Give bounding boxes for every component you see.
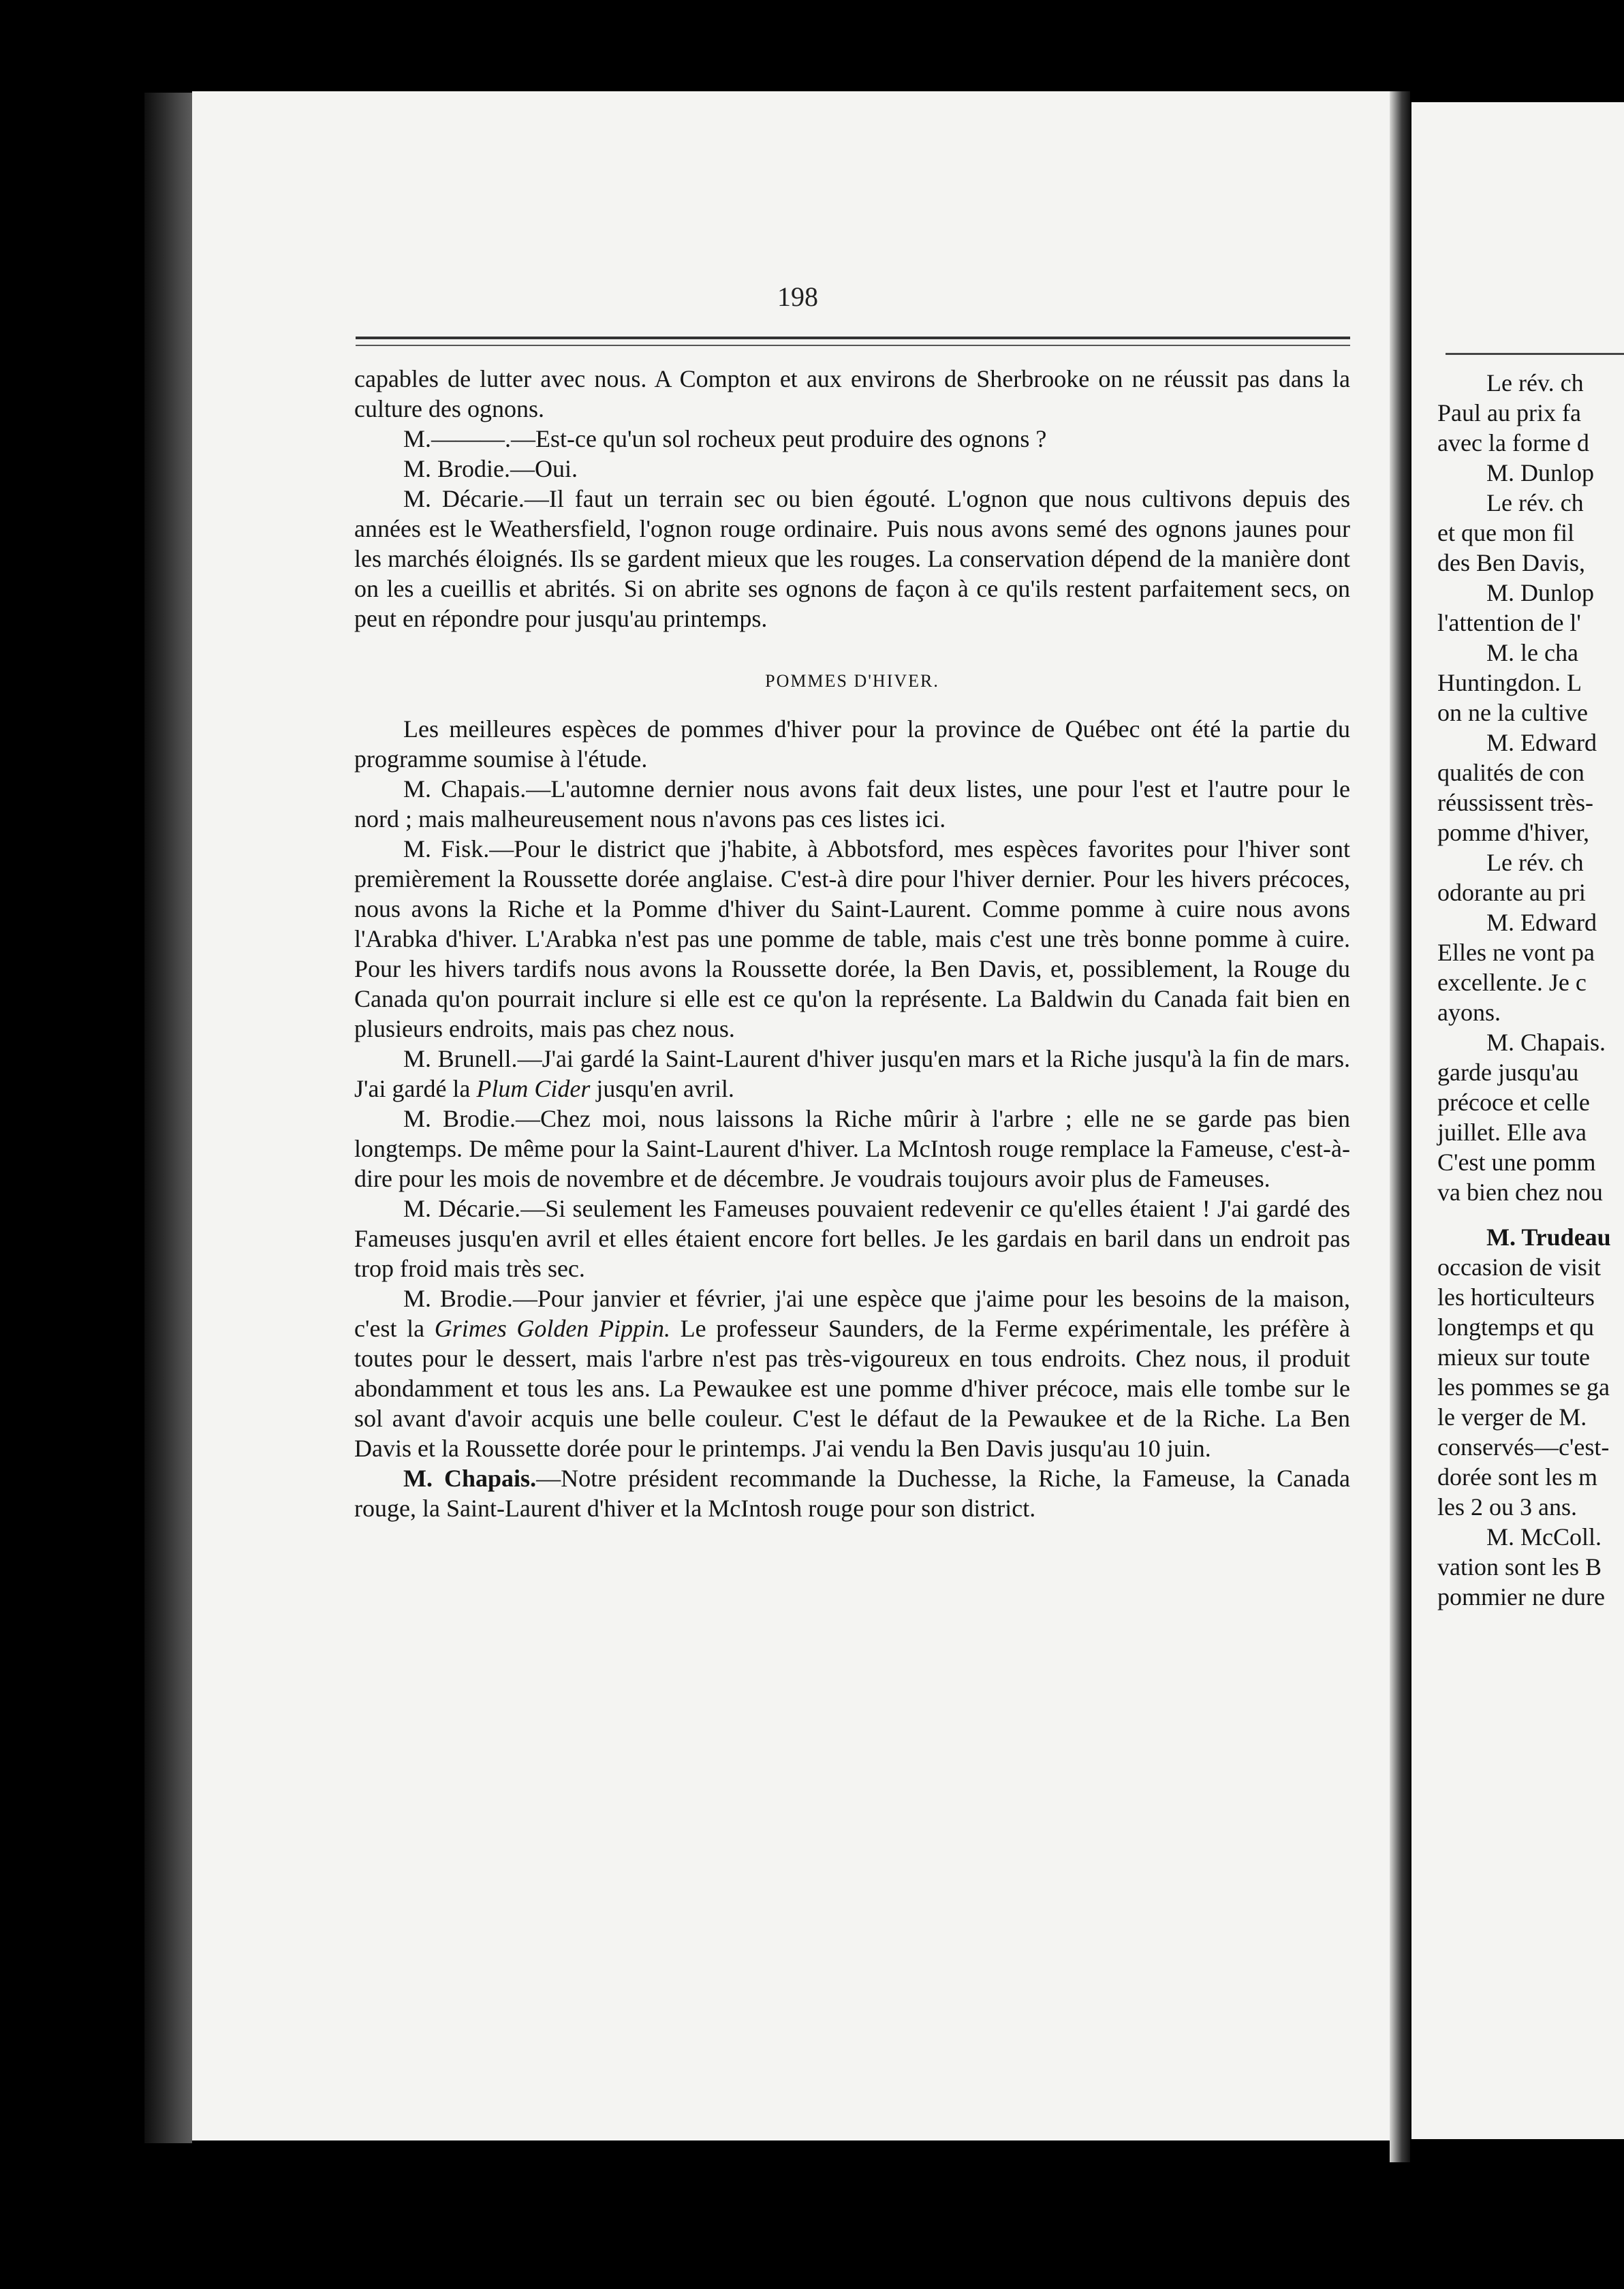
right-page-line: M. Edward (1486, 909, 1597, 936)
right-page-line: C'est une pomm (1437, 1149, 1596, 1176)
right-page-line: qualités de con (1437, 759, 1584, 786)
speaker-name: M. Chapais. (403, 775, 527, 803)
right-page-line: avec la forme d (1437, 429, 1589, 456)
left-page (192, 91, 1403, 2140)
right-page-line: les horticulteurs (1437, 1283, 1595, 1311)
right-page-line: vation sont les B (1437, 1553, 1602, 1580)
right-text-column (1437, 368, 1624, 1612)
right-page-line: excellente. Je c (1437, 969, 1587, 996)
variety-name: Grimes Golden Pippin. (434, 1315, 670, 1342)
paragraph (354, 1463, 1350, 1523)
speaker-name: M. Brodie. (403, 1105, 516, 1132)
right-page-line: l'attention de l' (1437, 609, 1581, 636)
paragraph-text: —Notre président recommande la Duchesse, la Riche, la Fameuse, la Canada rouge, la Saint-Laurent d'hiver et la McIntosh rouge pour son district. (354, 1465, 1351, 1522)
paragraph-text: —L'automne dernier nous avons fait deux listes, une pour l'est et l'autre pour le nord ; mais malheureusement nous n'avons pas ces listes ici. (354, 775, 1350, 832)
right-page-line: M. le cha (1486, 639, 1578, 666)
paragraph (354, 454, 1350, 484)
right-page-line: conservés—c'est- (1437, 1433, 1610, 1461)
header-rule-thin (356, 345, 1350, 346)
right-page-line: occasion de visit (1437, 1254, 1601, 1281)
right-page-line: Le rév. ch (1486, 489, 1584, 516)
paragraph (354, 834, 1350, 1044)
section-heading: POMMES D'HIVER. (765, 671, 939, 691)
paragraph (354, 424, 1350, 454)
right-page-line: on ne la cultive (1437, 699, 1588, 726)
variety-name: Plum Cider (476, 1075, 591, 1102)
paragraph-text: —Est-ce qu'un sol rocheux peut produire des ognons ? (511, 425, 1047, 452)
speaker-name: M. Décarie. (403, 485, 525, 512)
right-page-line: pommier ne dure (1437, 1583, 1605, 1610)
right-page-line: Paul au prix fa (1437, 399, 1581, 426)
right-page-line: Le rév. ch (1486, 849, 1584, 876)
paragraph-text: —Oui. (510, 455, 578, 482)
header-rule (356, 337, 1350, 339)
paragraph (354, 1044, 1350, 1104)
paragraph (354, 484, 1350, 634)
speaker-name: M.———. (403, 425, 512, 452)
right-page-line: réussissent très- (1437, 789, 1593, 816)
right-page-line: juillet. Elle ava (1437, 1119, 1587, 1146)
right-page-line: M. Chapais. (1486, 1029, 1606, 1056)
paragraph: Les meilleures espèces de pommes d'hiver pour la province de Québec ont été la partie du programme soumise à l'étude. (354, 715, 1350, 773)
paragraph (354, 1283, 1350, 1463)
right-page-line: Elles ne vont pa (1437, 939, 1595, 966)
paragraph (354, 774, 1350, 834)
text-column (354, 364, 1350, 1523)
right-page-line: M. Trudeau (1486, 1224, 1611, 1251)
speaker-name: M. Brunell. (403, 1045, 518, 1072)
paragraph-text: —Il faut un terrain sec ou bien égouté. L'ognon que nous cultivons depuis des années est le Weathersfield, l'ognon rouge ordinaire. Puis nous avons semé des ognons jaunes pour les marchés éloignés. Ils se gardent mieux que les rouges. La conservation dépend de la manière dont on les a cueillis et abrités. Si on abrite ses ognons de façon à ce qu'ils restent parfaitement secs, on peut en répondre pour jusqu'au printemps. (354, 485, 1350, 632)
right-page-line: les 2 ou 3 ans. (1437, 1493, 1577, 1521)
speaker-name: M. Brodie. (403, 455, 510, 482)
speaker-name: M. Décarie. (403, 1195, 521, 1222)
speaker-name: M. Brodie. (403, 1285, 513, 1312)
right-page-line: ayons. (1437, 999, 1501, 1026)
page-number: 198 (777, 281, 818, 312)
right-page (1411, 102, 1624, 2139)
right-page-line: M. Dunlop (1486, 459, 1595, 486)
speaker-name: M. Chapais. (403, 1465, 537, 1492)
book-spine (144, 93, 192, 2143)
paragraph-text: —J'ai gardé la Saint-Laurent d'hiver jusqu'en mars et la Riche jusqu'à la fin de mars. J'ai gardé la (354, 1045, 1351, 1102)
paragraph (354, 1104, 1350, 1194)
page-gutter (1390, 91, 1410, 2162)
paragraph-text: Le professeur Saunders, de la Ferme expérimentale, les préfère à toutes pour le dessert, mais l'arbre n'est pas très-vigoureux en tous endroits. Chez nous, il produit abondamment et tous les ans. La Pewaukee est une pomme d'hiver précoce, mais elle tombe sur le sol avant d'avoir acquis une belle couleur. C'est le défaut de la Pewaukee et de la Riche. La Ben Davis et la Roussette dorée pour le printemps. J'ai vendu la Ben Davis jusqu'au 10 juin. (354, 1315, 1351, 1462)
right-page-line: mieux sur toute (1437, 1343, 1590, 1371)
right-page-line: M. McColl. (1486, 1523, 1602, 1551)
right-page-line: des Ben Davis, (1437, 549, 1585, 576)
right-page-line: longtemps et qu (1437, 1313, 1594, 1341)
right-page-line: garde jusqu'au (1437, 1059, 1579, 1086)
paragraph: capables de lutter avec nous. A Compton et aux environs de Sherbrooke on ne réussit pas dans la culture des ognons. (354, 365, 1350, 422)
paragraph-text: —Pour le district que j'habite, à Abbotsford, mes espèces favorites pour l'hiver sont premièrement la Roussette dorée anglaise. C'est-à dire pour l'hiver dernier. Pour les hivers précoces, nous avons la Riche et la Pomme d'hiver du Saint-Laurent. Comme pomme à cuire nous avons l'Arabka d'hiver. L'Arabka n'est pas une pomme de table, mais c'est une très bonne pomme à cuire. Pour les hivers tardifs nous avons la Roussette dorée, la Ben Davis, et, possiblement, la Rouge du Canada qu'on pourrait inclure si elle est ce qu'on la représente. La Baldwin du Canada fait bien en plusieurs endroits, mais pas chez nous. (354, 835, 1350, 1042)
paragraph (354, 1194, 1350, 1283)
right-page-line: M. Dunlop (1486, 579, 1595, 606)
right-page-line: et que mon fil (1437, 519, 1574, 546)
right-page-line: M. Edward (1486, 729, 1597, 756)
speaker-name: M. Fisk. (403, 835, 490, 862)
paragraph-text: —Pour janvier et février, j'ai une espèce que j'aime pour les besoins de la maison, c'est la (354, 1285, 1350, 1342)
paragraph-text: —Si seulement les Fameuses pouvaient redevenir ce qu'elles étaient ! J'ai gardé des Fameuses jusqu'en avril et elles étaient encore fort belles. Je les gardais en baril dans un endroit pas trop froid mais très sec. (354, 1195, 1350, 1282)
right-page-line: pomme d'hiver, (1437, 819, 1589, 846)
paragraph-text: jusqu'en avril. (590, 1075, 734, 1102)
right-page-line: Huntingdon. L (1437, 669, 1582, 696)
right-page-line: odorante au pri (1437, 879, 1586, 906)
right-page-line: Le rév. ch (1486, 369, 1584, 396)
right-page-line: va bien chez nou (1437, 1179, 1603, 1206)
header-rule (1446, 353, 1624, 355)
right-page-line: les pommes se ga (1437, 1373, 1610, 1401)
paragraph-text: —Chez moi, nous laissons la Riche mûrir à l'arbre ; elle ne se garde pas bien longtemps. De même pour la Saint-Laurent d'hiver. La McIntosh rouge remplace la Fameuse, c'est-à-dire pour les mois de novembre et de décembre. Je voudrais toujours avoir plus de Fameuses. (354, 1105, 1350, 1192)
right-page-line: le verger de M. (1437, 1403, 1587, 1431)
right-page-line: précoce et celle (1437, 1089, 1590, 1116)
right-page-line: dorée sont les m (1437, 1463, 1597, 1491)
